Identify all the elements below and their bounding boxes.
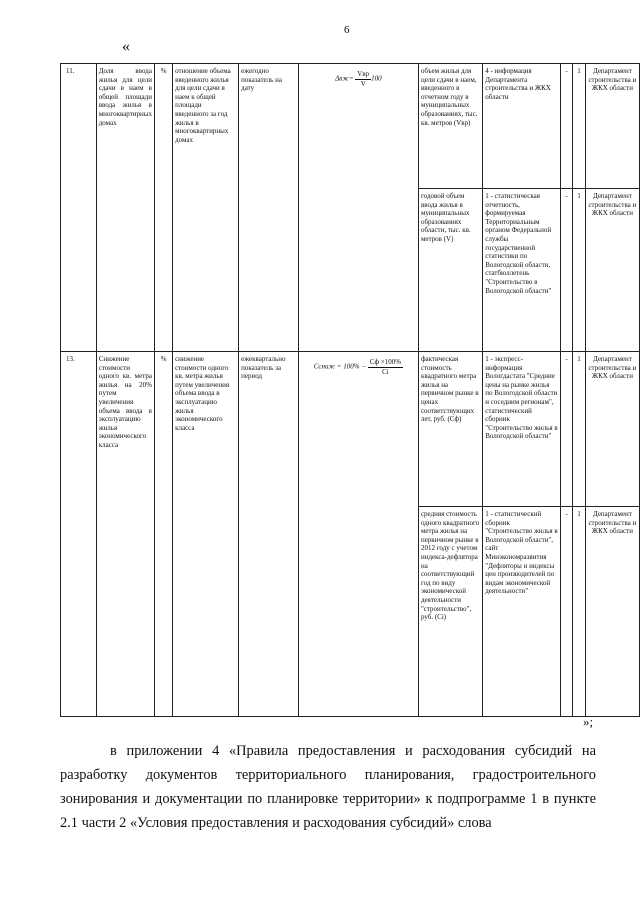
level-code: 1: [573, 507, 586, 717]
formula-cell: [298, 352, 418, 717]
formula-numerator: Cф ×100%: [369, 358, 402, 366]
responsible-dept: Департамент строительства и ЖКХ области: [585, 64, 639, 189]
responsible-dept: Департамент строительства и ЖКХ области: [585, 507, 639, 717]
base-indicator: годовой объем ввода жилья в муниципальных образованиях области, тыс. кв. метров (V): [418, 189, 482, 352]
formula-denominator: V: [360, 79, 366, 88]
formula-fraction: [355, 70, 371, 88]
definition-cell: снижение стоимости одного кв. метра жилья путем увеличения объема ввода в эксплуатацию жилья экономического класса: [173, 352, 239, 717]
formula-lhs: Cсниж = 100% −: [313, 362, 367, 371]
data-source: 4 - информация Департамента строительства и ЖКХ области: [483, 64, 561, 189]
opening-quote: «: [122, 38, 130, 55]
data-source: 1 - статистический сборник "Строительство жилья в Вологодской области", сайт Минэкономразвития "Дефляторы и индексы цен производителей по видам экономической деятельности": [483, 507, 561, 717]
indicators-table: [60, 63, 640, 717]
level-code: 1: [573, 64, 586, 189]
body-paragraph: в приложении 4 «Правила предоставления и расходования субсидий на разработку документов территориального планирования, градостроительного зонирования и документации по планировке территории» к подпрограмме 1 в пункте 2.1 части 2 «Условия предоставления и расходования субсидий» слова: [60, 743, 596, 831]
indicator-name: Снижение стоимости одного кв. метра жилья на 20% путем увеличения объема ввода в эксплуатацию жилья экономического класса: [96, 352, 154, 717]
definition-cell: отношение объема введенного жилья для цели сдачи в наем к общей площади введенного за год жилья в многоквартирных домах: [173, 64, 239, 352]
level-code: 1: [573, 352, 586, 507]
data-source: 1 - статистическая отчетность, формируемая Территориальным органом Федеральной службы государственной статистики по Вологодской области, статбюллетень "Строительство в Вологодской области": [483, 189, 561, 352]
unit-cell: %: [154, 352, 172, 717]
formula-cell: [298, 64, 418, 352]
closing-quote: »;: [583, 714, 594, 729]
row-number: 11.: [61, 64, 97, 352]
responsible-dept: Департамент строительства и ЖКХ области: [585, 189, 639, 352]
base-indicator: фактическая стоимость квадратного метра жилья на первичном рынке в ценах соответствующих лет, руб. (Сф): [418, 352, 482, 507]
table-row: [61, 352, 640, 507]
periodicity-cell: ежегодно показатель на дату: [239, 64, 299, 352]
method-code: -: [560, 352, 572, 507]
table-row: [61, 64, 640, 189]
row-number: 13.: [61, 352, 97, 717]
formula-numerator: Vвр: [357, 70, 370, 78]
formula-fraction: [368, 358, 403, 376]
formula-denominator: Ci: [382, 367, 389, 376]
method-code: -: [560, 189, 572, 352]
base-indicator: объем жилья для цели сдачи в наем, введенного в отчетном году в муниципальных образованиях, тыс. кв. метров (Vвр): [418, 64, 482, 189]
data-source: 1 - экспресс-информация Вологдастата "Средние цены на рынке жилья по Вологодской области и соседним регионам", статистический сборник "Строительство жилья в Вологодской области": [483, 352, 561, 507]
responsible-dept: Департамент строительства и ЖКХ области: [585, 352, 639, 507]
periodicity-cell: ежеквартально показатель за период: [239, 352, 299, 717]
indicator-name: Доля ввода жилья для цели сдачи в наем в общей площади ввода жилья в многоквартирных домах: [96, 64, 154, 352]
method-code: -: [560, 507, 572, 717]
unit-cell: %: [154, 64, 172, 352]
base-indicator: средняя стоимость одного квадратного метра жилья на первичном рынке в 2012 году с учетом индекса-дефлятора на соответствующий год по виду экономической деятельности "строительство", руб. (Ci): [418, 507, 482, 717]
level-code: 1: [573, 189, 586, 352]
formula-multiplier: 100: [371, 74, 382, 83]
page-number: 6: [344, 24, 350, 36]
method-code: -: [560, 64, 572, 189]
formula-lhs: Δвж=: [335, 74, 354, 83]
